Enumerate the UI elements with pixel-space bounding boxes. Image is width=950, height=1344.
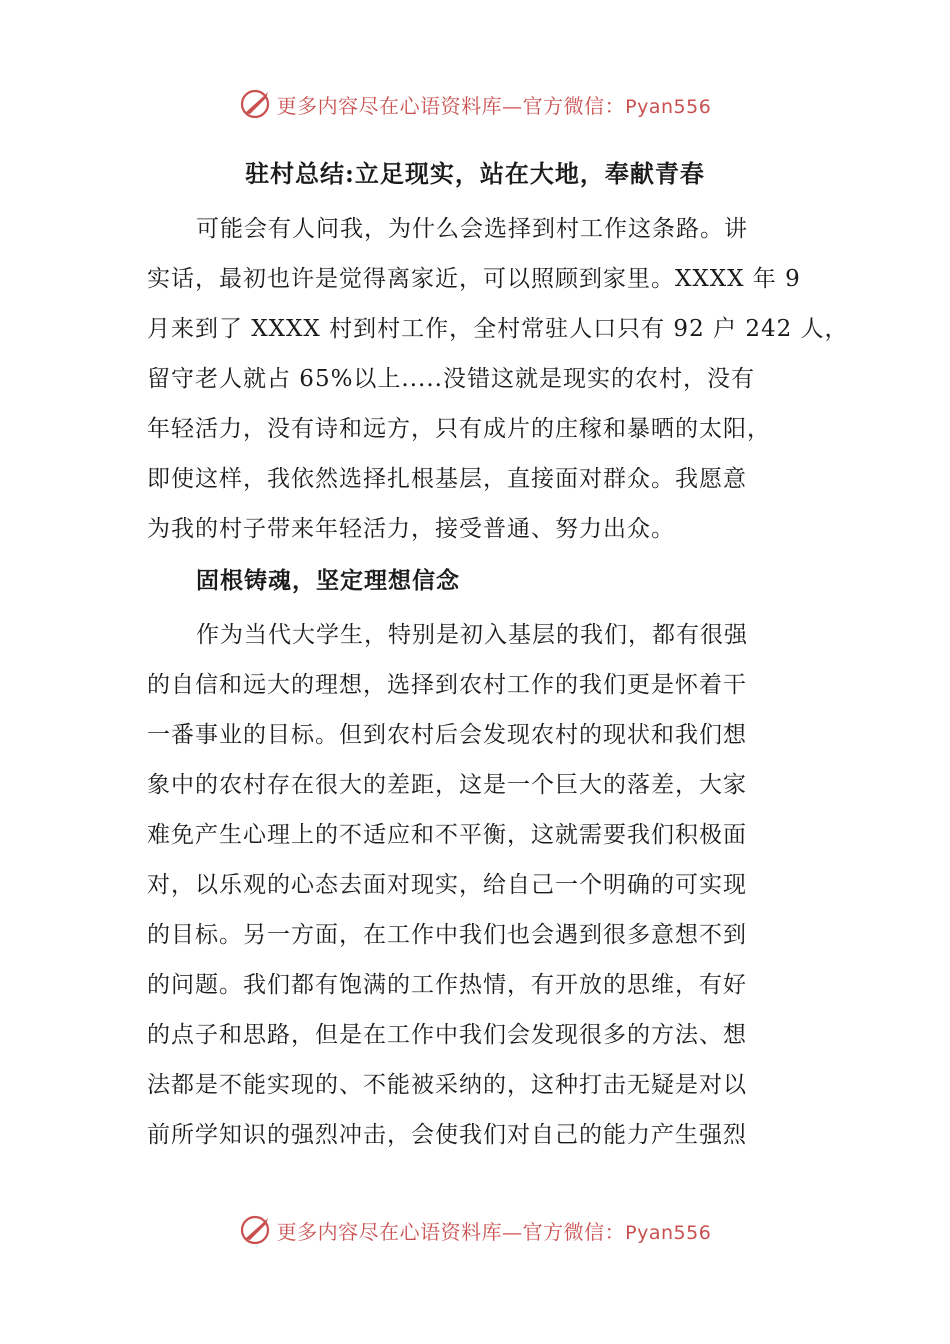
paragraph-line: 为我的村子带来年轻活力，接受普通、努力出众。 <box>147 516 675 542</box>
banner-text: 更多内容尽在心语资料库—官方微信：Pyan556 <box>276 93 712 118</box>
document-title: 驻村总结:立足现实，站在大地，奉献青春 <box>245 159 705 188</box>
paragraph-line: 实话，最初也许是觉得离家近，可以照顾到家里。XXXX 年 9 <box>147 266 801 292</box>
paragraph-line: 可能会有人问我，为什么会选择到村工作这条路。讲 <box>196 216 748 242</box>
paragraph-line: 法都是不能实现的、不能被采纳的，这种打击无疑是对以 <box>147 1072 747 1098</box>
paragraph-line: 难免产生心理上的不适应和不平衡，这就需要我们积极面 <box>147 822 747 848</box>
paragraph-line: 即使这样，我依然选择扎根基层，直接面对群众。我愿意 <box>147 466 747 492</box>
paragraph-line: 留守老人就占 65%以上.....没错这就是现实的农村，没有 <box>147 366 755 392</box>
quill-logo-icon <box>239 1213 273 1247</box>
paragraph-line: 作为当代大学生，特别是初入基层的我们，都有很强 <box>196 622 748 648</box>
paragraph-line: 一番事业的目标。但到农村后会发现农村的现状和我们想 <box>147 722 747 748</box>
header-banner <box>0 82 950 126</box>
banner-wechat-id: Pyan556 <box>625 1221 712 1244</box>
banner-wechat-id: Pyan556 <box>625 95 712 118</box>
footer-banner <box>0 1208 950 1252</box>
paragraph-line: 的自信和远大的理想，选择到农村工作的我们更是怀着干 <box>147 672 747 698</box>
paragraph-line: 的问题。我们都有饱满的工作热情，有开放的思维，有好 <box>147 972 747 998</box>
banner-text: 更多内容尽在心语资料库—官方微信：Pyan556 <box>276 1219 712 1244</box>
paragraph-line: 的目标。另一方面，在工作中我们也会遇到很多意想不到 <box>147 922 747 948</box>
section-heading: 固根铸魂，坚定理想信念 <box>196 567 460 594</box>
paragraph-line: 月来到了 XXXX 村到村工作，全村常驻人口只有 92 户 242 人， <box>147 316 849 342</box>
paragraph-line: 前所学知识的强烈冲击，会使我们对自己的能力产生强烈 <box>147 1122 747 1148</box>
paragraph-line: 的点子和思路，但是在工作中我们会发现很多的方法、想 <box>147 1022 747 1048</box>
paragraph-line: 象中的农村存在很大的差距，这是一个巨大的落差，大家 <box>147 772 747 798</box>
paragraph-line: 年轻活力，没有诗和远方，只有成片的庄稼和暴晒的太阳， <box>147 416 771 442</box>
document-body <box>147 204 849 1160</box>
quill-logo-icon <box>239 87 273 121</box>
paragraph-line: 对，以乐观的心态去面对现实，给自己一个明确的可实现 <box>147 872 747 898</box>
